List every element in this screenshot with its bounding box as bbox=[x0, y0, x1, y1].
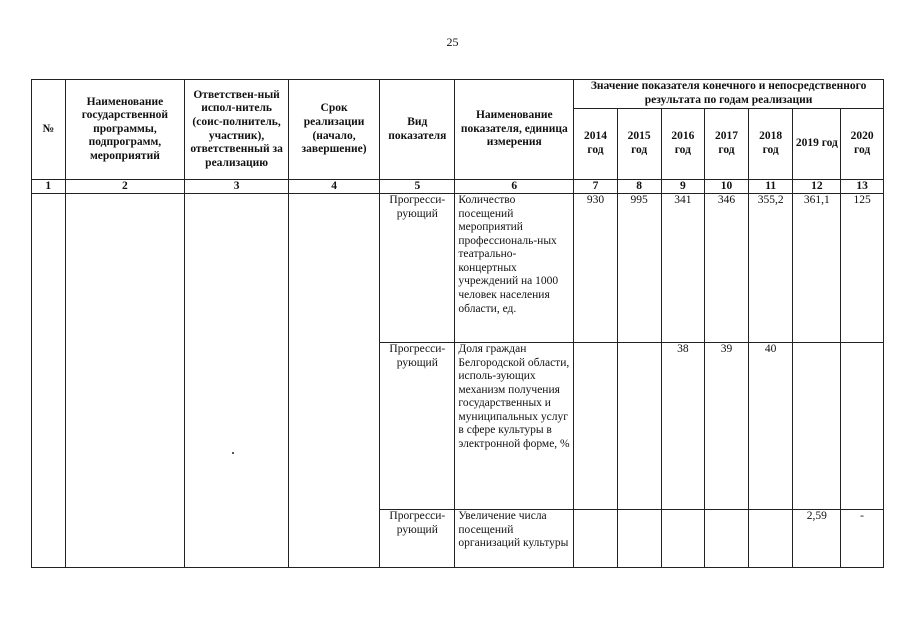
column-number: 3 bbox=[185, 180, 289, 194]
header-year: 2018 год bbox=[748, 109, 793, 180]
value-cell: 38 bbox=[661, 343, 705, 510]
value-cell: 40 bbox=[748, 343, 793, 510]
header-year: 2019 год bbox=[793, 109, 841, 180]
program-cell bbox=[65, 194, 185, 568]
indicator-kind: Прогресси-рующий bbox=[380, 343, 455, 510]
table-row bbox=[32, 194, 884, 343]
executor-cell bbox=[185, 194, 289, 568]
value-cell bbox=[574, 343, 618, 510]
header-year: 2016 год bbox=[661, 109, 705, 180]
column-number: 9 bbox=[661, 180, 705, 194]
scan-speck bbox=[232, 452, 234, 454]
column-number: 2 bbox=[65, 180, 185, 194]
column-number: 11 bbox=[748, 180, 793, 194]
column-number: 6 bbox=[455, 180, 574, 194]
period-cell bbox=[288, 194, 379, 568]
column-numbers-row bbox=[32, 180, 884, 194]
column-number: 7 bbox=[574, 180, 618, 194]
header-year: 2020 год bbox=[841, 109, 884, 180]
header-kind: Вид показателя bbox=[380, 80, 455, 180]
column-number: 13 bbox=[841, 180, 884, 194]
value-cell: 346 bbox=[705, 194, 749, 343]
value-cell bbox=[793, 343, 841, 510]
value-cell bbox=[661, 510, 705, 568]
column-number: 10 bbox=[705, 180, 749, 194]
value-cell: 341 bbox=[661, 194, 705, 343]
indicator-name: Увеличение числа посещений организаций культуры bbox=[455, 510, 574, 568]
header-values-group: Значение показателя конечного и непосредственного результата по годам реализации bbox=[574, 80, 884, 109]
indicator-name: Количество посещений мероприятий профессиональ-ных театрально-концертных учреждений на 1000 человек населения области, ед. bbox=[455, 194, 574, 343]
indicator-name: Доля граждан Белгородской области, исполь-зующих механизм получения государственных и муниципальных услуг в сфере культуры в электронной форме, % bbox=[455, 343, 574, 510]
value-cell bbox=[841, 343, 884, 510]
indicators-table bbox=[31, 79, 884, 568]
column-number: 5 bbox=[380, 180, 455, 194]
value-cell: 361,1 bbox=[793, 194, 841, 343]
header-year: 2014 год bbox=[574, 109, 618, 180]
column-number: 8 bbox=[617, 180, 661, 194]
value-cell: 2,59 bbox=[793, 510, 841, 568]
header-executor: Ответствен-ный испол-нитель (соис-полнитель, участник), ответственный за реализацию bbox=[185, 80, 289, 180]
value-cell bbox=[617, 343, 661, 510]
value-cell: 125 bbox=[841, 194, 884, 343]
header-program: Наименование государственной программы, подпрограмм, мероприятий bbox=[65, 80, 185, 180]
indicator-kind: Прогресси-рующий bbox=[380, 194, 455, 343]
value-cell bbox=[705, 510, 749, 568]
column-number: 1 bbox=[32, 180, 66, 194]
header-year: 2017 год bbox=[705, 109, 749, 180]
value-cell: 355,2 bbox=[748, 194, 793, 343]
no-cell bbox=[32, 194, 66, 568]
value-cell: 995 bbox=[617, 194, 661, 343]
header-year: 2015 год bbox=[617, 109, 661, 180]
header-indicator: Наименование показателя, единица измерения bbox=[455, 80, 574, 180]
value-cell bbox=[574, 510, 618, 568]
header-no: № bbox=[32, 80, 66, 180]
column-number: 4 bbox=[288, 180, 379, 194]
column-number: 12 bbox=[793, 180, 841, 194]
indicator-kind: Прогресси-рующий bbox=[380, 510, 455, 568]
value-cell: 930 bbox=[574, 194, 618, 343]
value-cell bbox=[748, 510, 793, 568]
header-period: Срок реализации (начало, завершение) bbox=[288, 80, 379, 180]
value-cell bbox=[617, 510, 661, 568]
value-cell: - bbox=[841, 510, 884, 568]
page-number: 25 bbox=[446, 35, 459, 49]
value-cell: 39 bbox=[705, 343, 749, 510]
